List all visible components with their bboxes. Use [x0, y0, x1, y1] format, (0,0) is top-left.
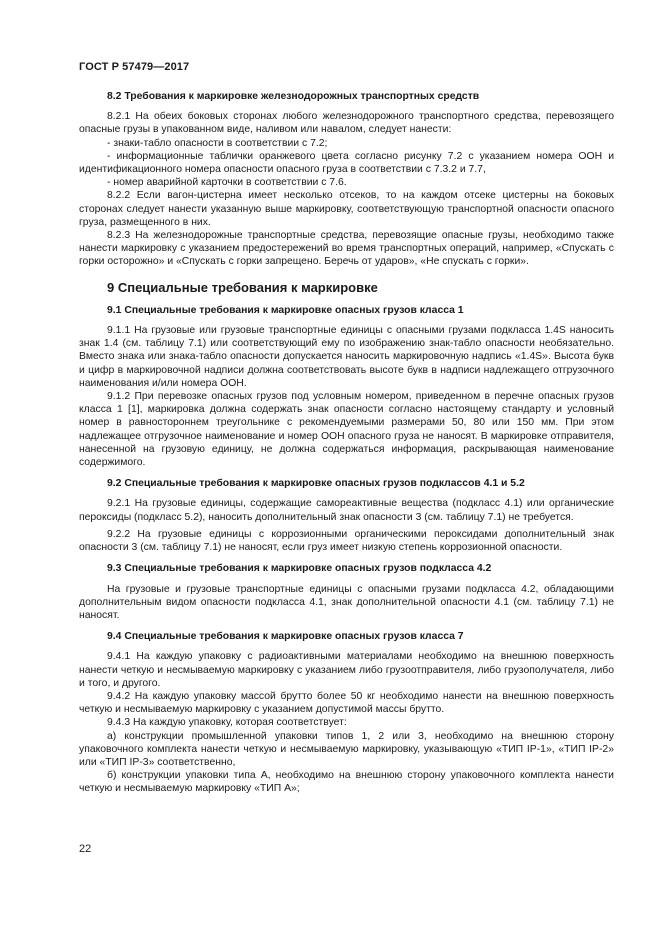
paragraph-8-2-3: 8.2.3 На железнодорожные транспортные средства, перевозящие опасные грузы, необходимо также нанести маркировку с указанием предостережений во время транспортных операций, например, «Спускать с горки осторожно» и «Спускать с горки запрещено. Беречь от ударов», «Не спускать с горки». [79, 230, 614, 268]
section-9-1-title: 9.1 Специальные требования к маркировке опасных грузов класса 1 [107, 304, 464, 316]
list-item: - номер аварийной карточки в соответствии с 7.6. [107, 177, 347, 189]
paragraph-9-4-1: 9.4.1 На каждую упаковку с радиоактивными материалами необходимо на внешнюю поверхность нанести четкую и несмываемую маркировку с указанием либо грузоотправителя, либо грузополучателя, либо и того, и другого. [79, 651, 614, 689]
paragraph-9-1-1: 9.1.1 На грузовые или грузовые транспортные единицы с опасными грузами подкласса 1.4S наносить знак 1.4 (см. таблицу 7.1) или соответствующий ему по изображению знак-табло опасности необязательно. Вместо знака или знака-табло опасности допускается наносить маркировочную надпись «1.4S». Высота букв и цифр в маркировочной надписи должна соответствовать высоте букв в надписи надлежащего отгрузочного наименования и/или номера ООН. [79, 325, 614, 389]
section-8-2-title: 8.2 Требования к маркировке железнодорожных транспортных средств [107, 91, 480, 102]
paragraph-8-2-1: 8.2.1 На обеих боковых сторонах любого железнодорожного транспортного средства, перевозящего опасные грузы в упакованном виде, наливом или навалом, следует нанести: [79, 111, 614, 136]
paragraph-9-3: На грузовые и грузовые транспортные единицы с опасными грузами подкласса 4.2, обладающими дополнительным видом опасности подкласса 4.1, знак дополнительной опасности 4.1 (см. таблицу 7.1) не наносят. [79, 583, 614, 621]
paragraph-9-2-2: 9.2.2 На грузовые единицы с коррозионными органическими пероксидами дополнительный знак опасности 3 (см. таблицу 7.1) не наносят, если груз имеет низкую степень коррозионной опасности. [79, 528, 614, 554]
list-item: - знаки-табло опасности в соответствии с 7.2; [107, 137, 328, 149]
document-body [79, 90, 614, 796]
paragraph-9-1-2: 9.1.2 При перевозке опасных грузов под условным номером, приведенном в перечне опасных грузов класса 1 [1], маркировка должна содержать знак опасности согласно настоящему стандарту и условный номер в равностороннем треугольнике с рекомендуемыми размерами 50, 80 или 150 мм. При этом надлежащее отгрузочное наименование и номер ООН опасного груза не наносят. В маркировке отправителя, нанесенной на грузовую единицу, не должна содержаться информация, раскрывающая наименование содержимого. [79, 391, 614, 469]
paragraph-9-4-2: 9.4.2 На каждую упаковку массой брутто более 50 кг необходимо нанести на внешнюю поверхность четкую и несмываемую маркировку с указанием допустимой массы брутто. [79, 690, 614, 716]
page-number: 22 [79, 843, 92, 855]
paragraph-9-4-3: 9.4.3 На каждую упаковку, которая соответствует: [107, 717, 347, 729]
paragraph-9-4-3-b: б) конструкции упаковки типа А, необходимо на внешнюю сторону упаковочного комплекта нанести четкую и несмываемую маркировку «ТИП А»; [79, 770, 614, 795]
list-item: - информационные таблички оранжевого цвета согласно рисунку 7.2 с указанием номера ООН и идентификационного номера опасности опасного груза в соответствии с 7.3.2 и 7.7, [79, 150, 614, 176]
section-9-3-title: 9.3 Специальные требования к маркировке опасных грузов подкласса 4.2 [107, 563, 492, 575]
paragraph-9-4-3-a: а) конструкции промышленной упаковки типов 1, 2 или 3, необходимо на внешнюю сторону упаковочного комплекта нанести четкую и несмываемую маркировку, указывающую «ТИП IP-1», «ТИП IP-2» или «ТИП IP-3» соответственно, [79, 730, 614, 768]
paragraph-9-2-1: 9.2.1 На грузовые единицы, содержащие самореактивные вещества (подкласс 4.1) или органические пероксиды (подкласс 5.2), наносить дополнительный знак опасности 3 (см. таблицу 7.1) не требуется. [79, 498, 614, 523]
document-header: ГОСТ Р 57479—2017 [79, 61, 190, 73]
section-9-title: 9 Специальные требования к маркировке [107, 279, 378, 295]
section-9-2-title: 9.2 Специальные требования к маркировке опасных грузов подклассов 4.1 и 5.2 [107, 478, 525, 490]
section-9-4-title: 9.4 Специальные требования к маркировке опасных грузов класса 7 [107, 631, 464, 643]
paragraph-8-2-2: 8.2.2 Если вагон-цистерна имеет несколько отсеков, то на каждом отсеке цистерны на боковых сторонах следует нанести указанную выше маркировку, соответствующую транспортной опасности опасного груза, размещенного в них. [79, 190, 614, 228]
